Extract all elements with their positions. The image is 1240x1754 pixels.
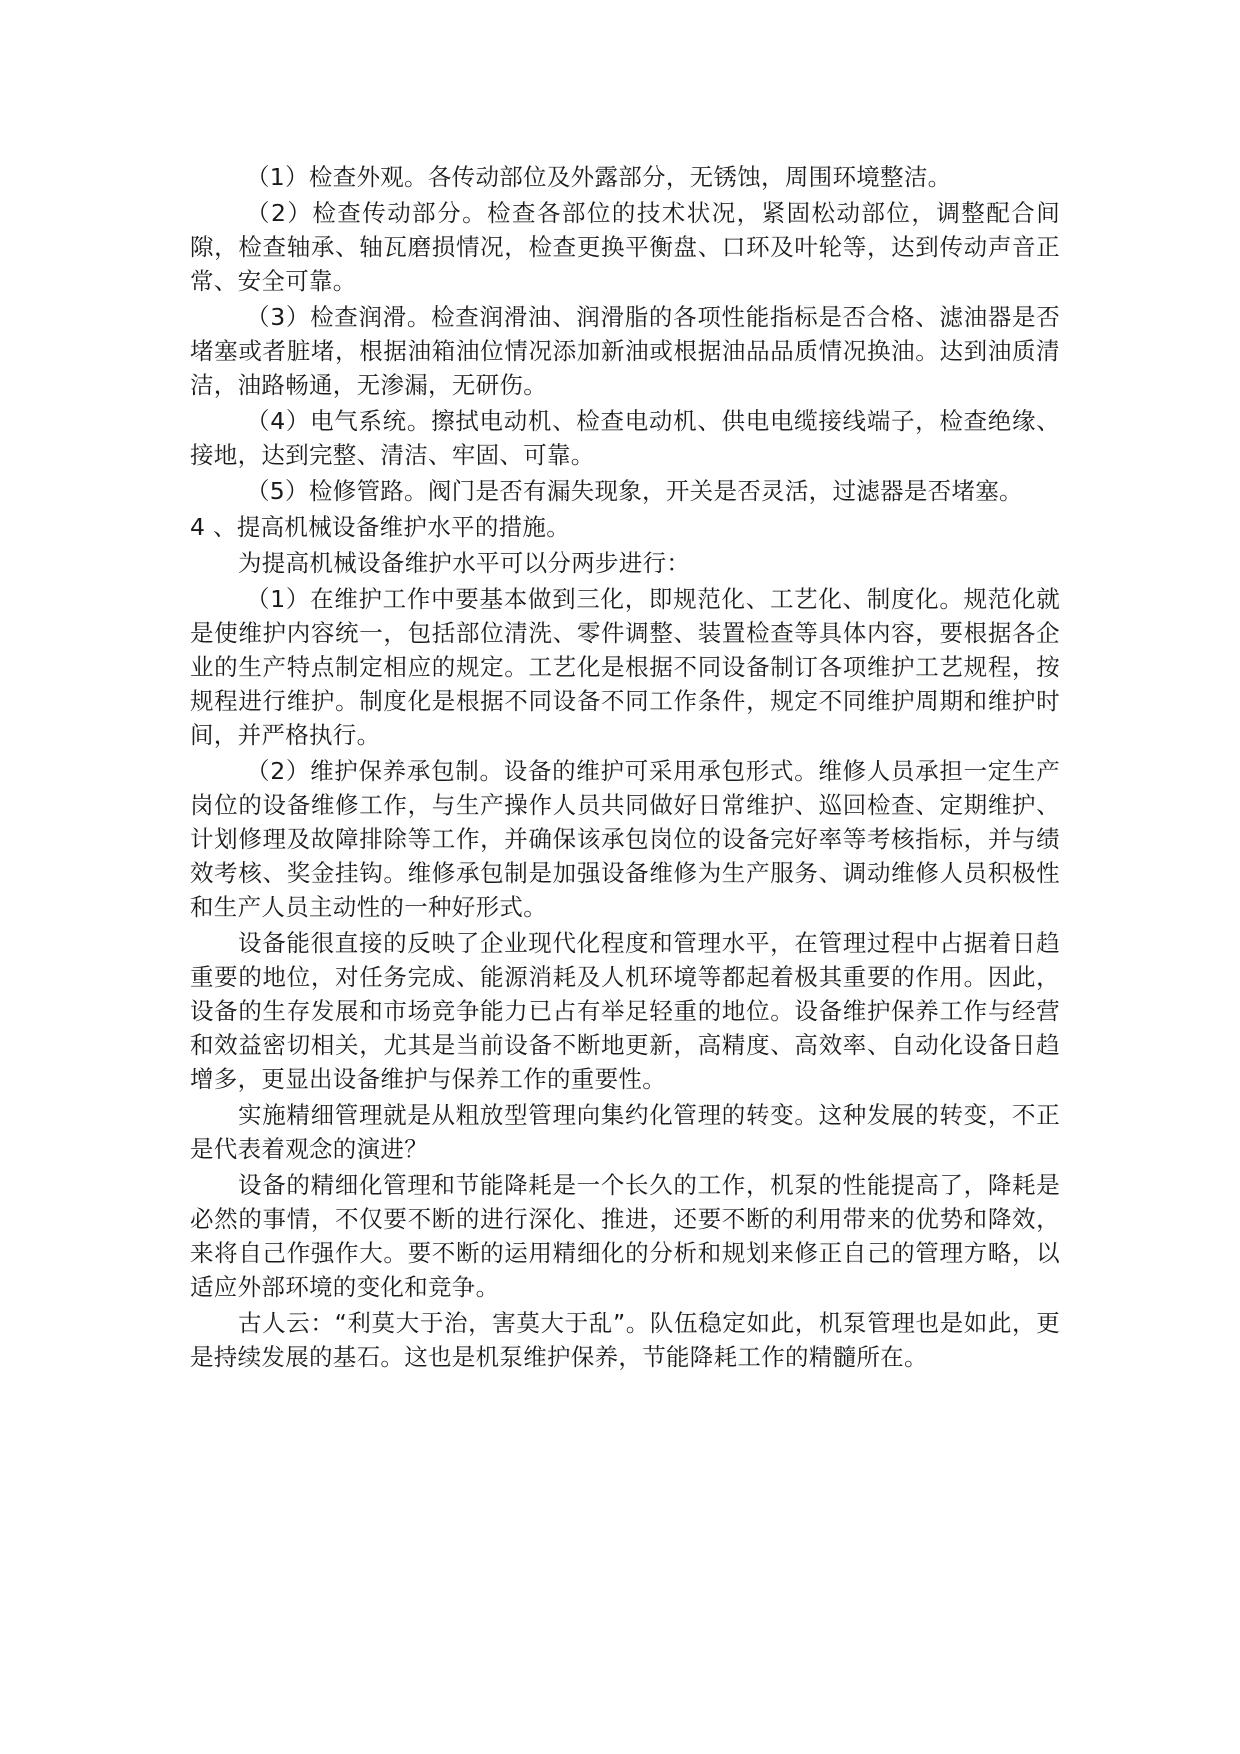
paragraph-ancient-saying: 古人云：“利莫大于治，害莫大于乱”。队伍稳定如此，机泵管理也是如此，更是持续发展的基石。这也是机泵维护保养，节能降耗工作的精髓所在。 [190, 1309, 1060, 1371]
paragraph-three-standardizations: （1）在维护工作中要基本做到三化，即规范化、工艺化、制度化。规范化就是使维护内容统一，包括部位清洗、零件调整、装置检查等具体内容，要根据各企业的生产特点制定相应的规定。工艺化是根据不同设备制订各项维护工艺规程，按规程进行维护。制度化是根据不同设备不同工作条件，规定不同维护周期和维护时间，并严格执行。 [190, 585, 1060, 749]
document-body [190, 160, 1060, 1376]
paragraph-energy-saving: 设备的精细化管理和节能降耗是一个长久的工作，机泵的性能提高了，降耗是必然的事情，不仅要不断的进行深化、推进，还要不断的利用带来的优势和降效，来将自己作强作大。要不断的运用精细化的分析和规划来修正自己的管理方略，以适应外部环境的变化和竞争。 [190, 1171, 1060, 1301]
paragraph-fine-management: 实施精细管理就是从粗放型管理向集约化管理的转变。这种发展的转变，不正是代表着观念的演进？ [190, 1101, 1060, 1163]
paragraph-two-steps-intro: 为提高机械设备维护水平可以分两步进行： [238, 549, 691, 577]
paragraph-equipment-importance: 设备能很直接的反映了企业现代化程度和管理水平，在管理过程中占据着日趋重要的地位，对任务完成、能源消耗及人机环境等都起着极其重要的作用。因此，设备的生存发展和市场竞争能力已占有举足轻重的地位。设备维护保养工作与经营和效益密切相关，尤其是当前设备不断地更新，高精度、高效率、自动化设备日趋增多，更显出设备维护与保养工作的重要性。 [190, 929, 1060, 1093]
paragraph-check-transmission: （2）检查传动部分。检查各部位的技术状况，紧固松动部位，调整配合间隙，检查轴承、轴瓦磨损情况，检查更换平衡盘、口环及叶轮等，达到传动声音正常、安全可靠。 [190, 199, 1060, 295]
paragraph-electrical-system: （4）电气系统。擦拭电动机、检查电动机、供电电缆接线端子，检查绝缘、接地，达到完整、清洁、牢固、可靠。 [190, 407, 1060, 469]
paragraph-check-lubrication: （3）检查润滑。检查润滑油、润滑脂的各项性能指标是否合格、滤油器是否堵塞或者脏堵，根据油箱油位情况添加新油或根据油品品质情况换油。达到油质清洁，油路畅通，无渗漏，无研伤。 [190, 303, 1060, 399]
section-heading: 4 、提高机械设备维护水平的措施。 [190, 513, 571, 541]
paragraph-check-appearance: （1）检查外观。各传动部位及外露部分，无锈蚀，周围环境整洁。 [246, 163, 952, 191]
paragraph-repair-pipeline: （5）检修管路。阀门是否有漏失现象，开关是否灵活，过滤器是否堵塞。 [246, 477, 1023, 505]
paragraph-maintenance-contract: （2）维护保养承包制。设备的维护可采用承包形式。维修人员承担一定生产岗位的设备维修工作，与生产操作人员共同做好日常维护、巡回检查、定期维护、计划修理及故障排除等工作，并确保该承包岗位的设备完好率等考核指标，并与绩效考核、奖金挂钩。维修承包制是加强设备维修为生产服务、调动维修人员积极性和生产人员主动性的一种好形式。 [190, 757, 1060, 921]
